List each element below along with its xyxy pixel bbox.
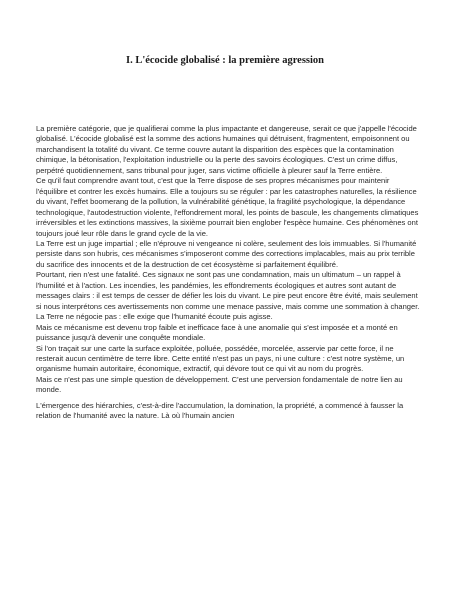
- paragraph-4: Pourtant, rien n'est une fatalité. Ces signaux ne sont pas une condamnation, mais un ultimatum – un rappel à l'humilité et à l'action. Les incendies, les pandémies, les effondrements écologiques et autres sont autant de messages clairs : il est temps de cesser de défier les lois du vivant. Le pire peut encore être évité, mais seulement si nous interprétons ces avertissements non comme une menace passive, mais comme une sommation à changer. La Terre ne négocie pas : elle exige que l'humanité écoute puis agisse.: [36, 270, 420, 322]
- document-body: [36, 124, 420, 422]
- section-title: I. L'écocide globalisé : la première agression: [125, 55, 325, 66]
- paragraph-8: L'émergence des hiérarchies, c'est-à-dire l'accumulation, la domination, la propriété, a commencé à fausser la relation de l'humanité avec la nature. Là où l'humain ancien: [36, 400, 404, 421]
- paragraph-5: Mais ce mécanisme est devenu trop faible et inefficace face à une anomalie qui s'est imposée et a monté en puissance jusqu'à devenir une conquête mondiale.: [36, 322, 398, 343]
- paragraph-7: Mais ce n'est pas une simple question de développement. C'est une perversion fondamentale de notre lien au monde.: [36, 374, 403, 395]
- paragraph-2: Ce qu'il faut comprendre avant tout, c'est que la Terre dispose de ses propres mécanismes pour maintenir l'équilibre et contrer les excès humains. Elle a toujours su se réguler : par les catastrophes naturelles, la résilience du vivant, l'effet boomerang de la pollution, la vulnérabilité génétique, la fragilité psychologique, la dépendance technologique, l'autodestruction violente, l'effondrement moral, les points de bascule, les changements climatiques irréversibles et les extinctions massives, la sixième pourrait bien englober l'espèce humaine. Ces phénomènes ont toujours joué leur rôle dans le grand cycle de la vie.: [36, 176, 419, 238]
- paragraph-3: La Terre est un juge impartial ; elle n'éprouve ni vengeance ni colère, seulement des lois immuables. Si l'humanité persiste dans son hubris, ces mécanismes s'imposeront comme des corrections implacables, mais au prix terrible du sacrifice des innocents et de la destruction de cet écosystème si parfaitement équilibré.: [36, 238, 417, 269]
- paragraph-6: Si l'on traçait sur une carte la surface exploitée, polluée, possédée, morcelée, asservie par cette force, il ne resterait aucun centimètre de terre libre. Cette entité n'est pas un pays, ni une culture : c'est notre système, un organisme humain autoritaire, économique, extractif, qui dévore tout ce qui vit au nom du progrès.: [36, 343, 405, 374]
- paragraph-1: La première catégorie, que je qualifierai comme la plus impactante et dangereuse, serait ce que j'appelle l'écocide globalisé. L'écocide globalisé est la somme des actions humaines qui détruisent, fragmentent, empoisonnent ou marchandisent la totalité du vivant. Ce terme couvre autant la disparition des espèces que la contamination chimique, la bétonisation, l'exploitation industrielle ou la perte des savoirs écologiques. C'est un crime diffus, perpétré quotidiennement, sans tribunal pour juger, sans victime officielle à pleurer sauf la Terre entière.: [36, 124, 417, 175]
